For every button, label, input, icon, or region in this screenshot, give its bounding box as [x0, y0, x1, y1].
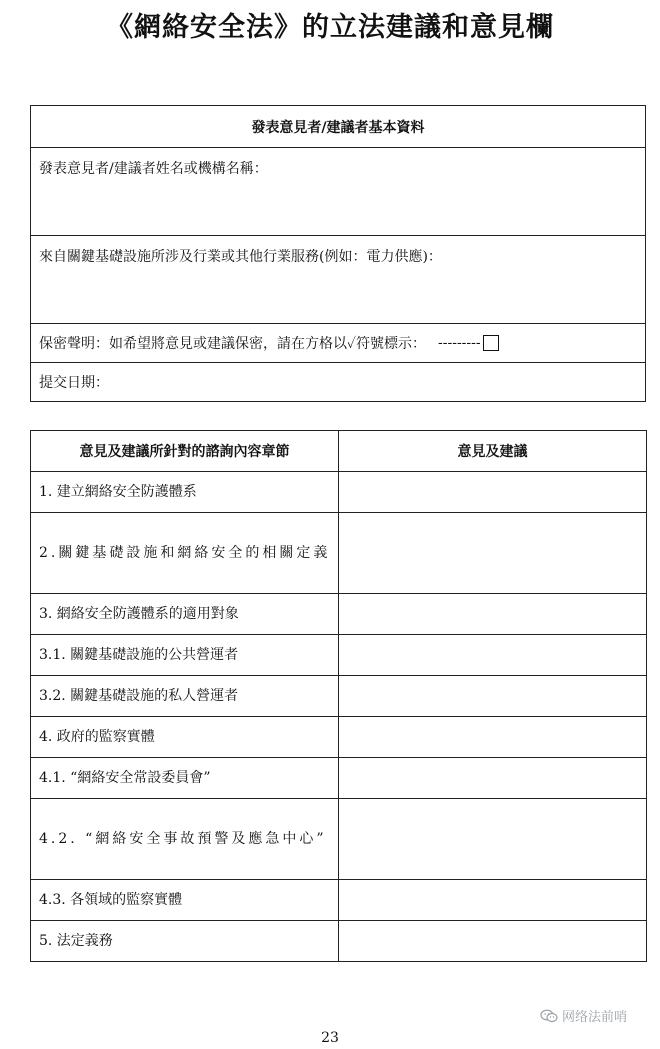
name-field[interactable]: 發表意見者/建議者姓名或機構名稱： [31, 148, 646, 236]
opinion-cell[interactable] [339, 758, 647, 799]
watermark-text: 网络法前哨 [562, 1010, 628, 1025]
table-row [31, 758, 647, 799]
opinion-cell[interactable] [339, 594, 647, 635]
watermark [540, 1006, 627, 1025]
opinion-cell[interactable] [339, 676, 647, 717]
opinion-cell[interactable] [339, 635, 647, 676]
confidentiality-checkbox[interactable] [483, 335, 499, 351]
date-field[interactable]: 提交日期： [31, 363, 646, 402]
table-row [31, 676, 647, 717]
section-label: 2.關鍵基礎設施和網絡安全的相關定義 [31, 513, 339, 594]
table-row [31, 472, 647, 513]
table-row [31, 594, 647, 635]
table-row [31, 799, 647, 880]
wechat-icon [540, 1009, 558, 1023]
opinion-cell[interactable] [339, 472, 647, 513]
table-row [31, 513, 647, 594]
section-label: 4.3. 各領域的監察實體 [31, 880, 339, 921]
opinion-cell[interactable] [339, 880, 647, 921]
section-label: 3.1. 關鍵基礎設施的公共營運者 [31, 635, 339, 676]
table-row [31, 635, 647, 676]
opinion-table [30, 430, 647, 962]
opinion-column-header: 意見及建議 [339, 431, 647, 472]
opinion-cell[interactable] [339, 513, 647, 594]
section-column-header: 意見及建議所針對的諮詢內容章節 [31, 431, 339, 472]
section-label: 4.2. “網絡安全事故預警及應急中心” [31, 799, 339, 880]
opinion-cell[interactable] [339, 717, 647, 758]
table-row [31, 717, 647, 758]
opinion-cell[interactable] [339, 799, 647, 880]
page-number: 23 [321, 1030, 339, 1046]
basic-info-header: 發表意見者/建議者基本資料 [31, 106, 646, 148]
confidentiality-label: 保密聲明：如希望將意見或建議保密，請在方格以✓符號標示： [39, 336, 427, 352]
service-field[interactable]: 來自關鍵基礎設施所涉及行業或其他行業服務(例如：電力供應)： [31, 236, 646, 324]
confidentiality-row [31, 324, 646, 363]
confidentiality-dashes: --------- [438, 335, 481, 351]
section-label: 3.2. 關鍵基礎設施的私人營運者 [31, 676, 339, 717]
opinion-cell[interactable] [339, 921, 647, 962]
section-label: 5. 法定義務 [31, 921, 339, 962]
table-row [31, 880, 647, 921]
section-label: 4. 政府的監察實體 [31, 717, 339, 758]
section-label: 1. 建立網絡安全防護體系 [31, 472, 339, 513]
table-row [31, 921, 647, 962]
section-label: 4.1. “網絡安全常設委員會” [31, 758, 339, 799]
basic-info-table [30, 105, 646, 402]
page-title: 《網絡安全法》的立法建議和意見欄 [106, 12, 554, 43]
section-label: 3. 網絡安全防護體系的適用對象 [31, 594, 339, 635]
